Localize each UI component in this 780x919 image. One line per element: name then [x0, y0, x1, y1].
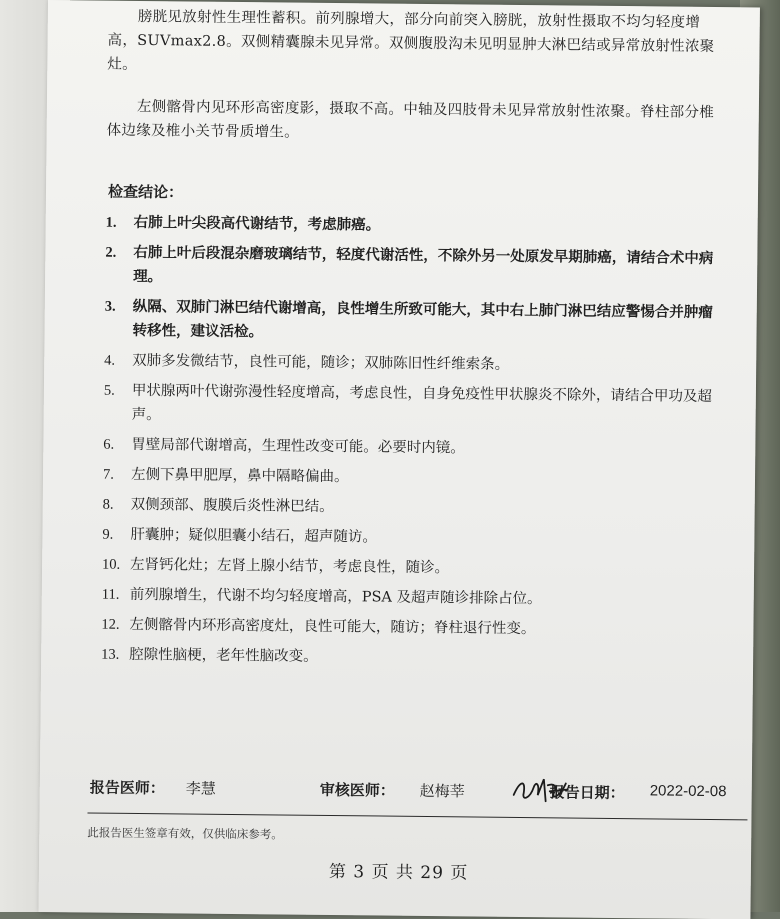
item-number: 5. — [103, 382, 115, 399]
conclusion-item — [103, 493, 723, 523]
conclusion-item — [104, 349, 724, 379]
page-number: 第 3 页 共 29 页 — [328, 861, 469, 884]
item-text: 右肺上叶尖段高代谢结节，考虑肺癌。 — [133, 214, 381, 234]
conclusion-item — [105, 241, 725, 295]
item-number: 1. — [105, 214, 117, 231]
item-text: 前列腺增生，代谢不均匀轻度增高，PSA 及超声随诊排除占位。 — [129, 586, 542, 608]
disclaimer-text: 此报告医生签章有效，仅供临床参考。 — [87, 825, 283, 842]
footer-divider — [87, 812, 747, 820]
item-text: 左肾钙化灶；左肾上腺小结节，考虑良性，随诊。 — [130, 556, 450, 577]
conclusion-item — [103, 463, 723, 493]
conclusion-item — [104, 295, 724, 349]
conclusion-item — [102, 553, 722, 583]
conclusion-item — [101, 643, 721, 673]
report-date: 2022-02-08 — [649, 782, 727, 801]
conclusion-item — [101, 613, 721, 643]
conclusion-item — [104, 379, 724, 433]
findings-paragraph-bladder: 膀胱见放射性生理性蓄积。前列腺增大，部分向前突入膀胱，放射性摄取不均匀轻度增高，SUVmax2.8。双侧精囊腺未见异常。双侧腹股沟未见明显肿大淋巴结或异常放射性浓聚灶。 — [107, 8, 715, 73]
signature-row — [90, 776, 750, 811]
item-text: 肝囊肿；疑似胆囊小结石，超声随访。 — [130, 526, 377, 546]
report-page — [38, 0, 760, 919]
conclusion-item — [106, 211, 726, 241]
conclusion-item — [103, 433, 723, 463]
item-text: 双侧颈部、腹膜后炎性淋巴结。 — [130, 496, 334, 516]
item-text: 甲状腺两叶代谢弥漫性轻度增高，考虑良性，自身免疫性甲状腺炎不除外，请结合甲功及超声。 — [131, 382, 712, 424]
item-number: 13. — [101, 646, 120, 663]
findings-paragraph-bone: 左侧髂骨内见环形高密度影，摄取不高。中轴及四肢骨未见异常放射性浓聚。脊柱部分椎体边缘及椎小关节骨质增生。 — [106, 98, 715, 141]
item-text: 腔隙性脑梗，老年性脑改变。 — [129, 646, 318, 665]
item-text: 胃壁局部代谢增高，生理性改变可能。必要时内镜。 — [131, 436, 465, 457]
conclusion-item — [102, 583, 722, 613]
item-number: 2. — [105, 244, 117, 261]
item-text: 双肺多发微结节，良性可能，随诊；双肺陈旧性纤维索条。 — [132, 352, 510, 373]
item-text: 左侧下鼻甲肥厚，鼻中隔略偏曲。 — [130, 466, 349, 486]
item-text: 左侧髂骨内环形高密度灶，良性可能大，随访；脊柱退行性变。 — [129, 616, 536, 638]
item-number: 6. — [103, 436, 115, 453]
review-doctor-label: 审核医师： — [319, 780, 395, 800]
conclusion-list — [101, 205, 726, 673]
conclusion-item — [102, 523, 722, 553]
item-number: 12. — [101, 616, 120, 633]
item-number: 9. — [102, 526, 114, 543]
item-number: 7. — [102, 466, 114, 483]
item-text: 纵隔、双肺门淋巴结代谢增高，良性增生所致可能大，其中右上肺门淋巴结应警惕合并肿瘤转移性，建议活检。 — [132, 298, 713, 341]
report-doctor-label: 报告医师： — [89, 778, 165, 798]
item-number: 11. — [101, 586, 120, 603]
item-number: 3. — [104, 298, 116, 315]
item-number: 10. — [102, 556, 121, 573]
item-text: 右肺上叶后段混杂磨玻璃结节，轻度代谢活性，不除外另一处原发早期肺癌，请结合术中病理。 — [133, 244, 714, 286]
item-number: 4. — [104, 352, 116, 369]
conclusion-title: 检查结论： — [107, 182, 184, 202]
item-number: 8. — [102, 496, 114, 513]
review-doctor-name: 赵梅莘 — [419, 781, 465, 801]
report-date-label: 报告日期： — [549, 783, 625, 803]
report-doctor-name: 李慧 — [185, 779, 216, 798]
